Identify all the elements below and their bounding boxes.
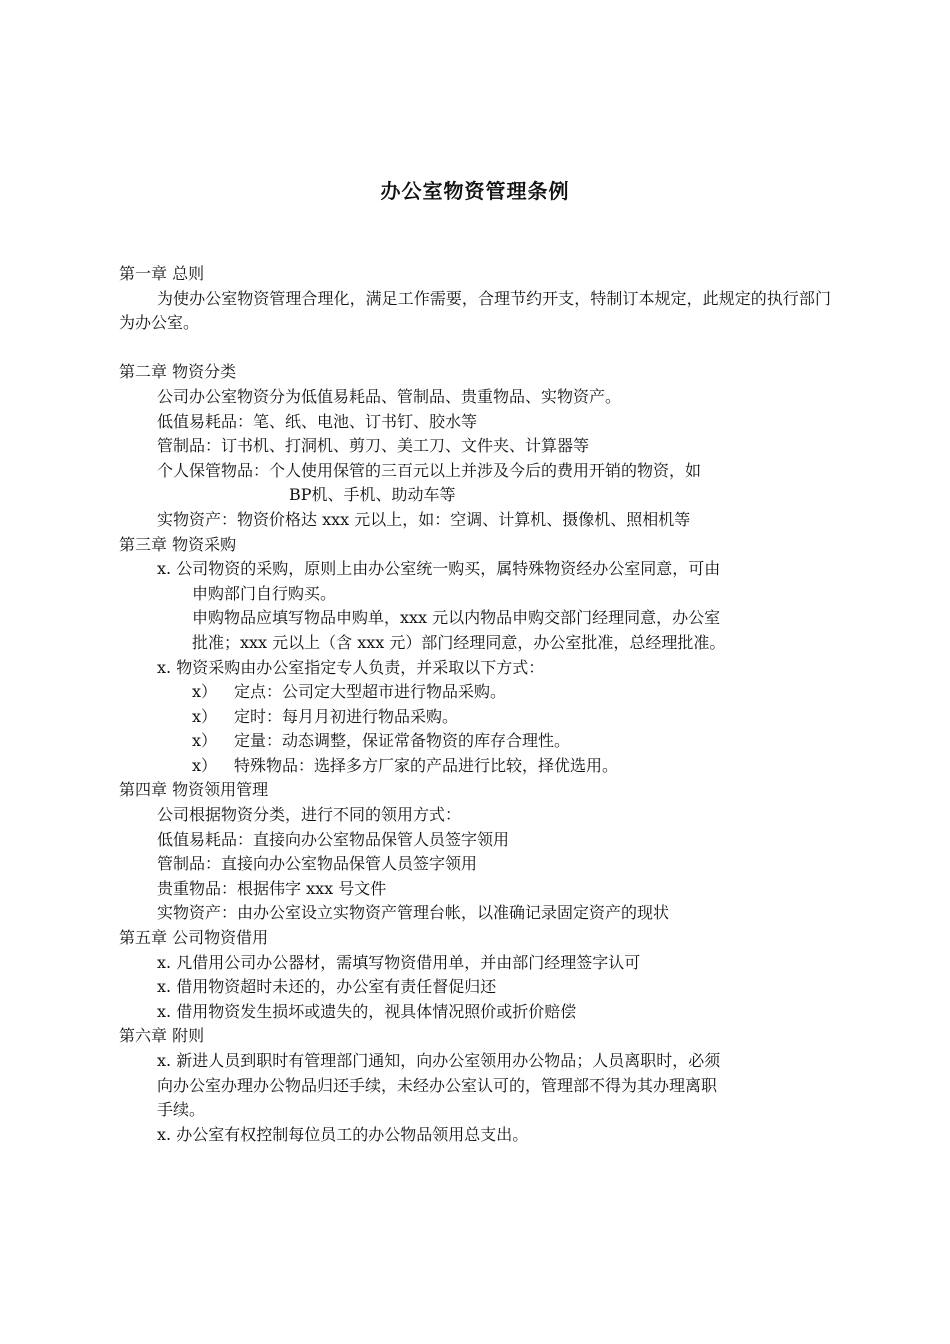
chapter-6-item-1-end: 手续。 — [157, 1100, 206, 1120]
chapter-3-heading: 第三章 物资采购 — [119, 534, 237, 554]
method-text: 定量：动态调整，保证常备物资的库存合理性。 — [234, 731, 571, 751]
document-body — [119, 262, 831, 1147]
chapter-5-line: x. 借用物资超时未还的，办公室有责任督促归还 — [157, 977, 497, 997]
chapter-2-heading: 第二章 物资分类 — [119, 362, 237, 382]
chapter-1-heading: 第一章 总则 — [119, 264, 205, 283]
method-item — [119, 754, 831, 779]
chapter-2-line: 管制品：订书机、打洞机、剪刀、美工刀、文件夹、计算器等 — [157, 436, 590, 456]
chapter-4-line: 实物资产：由办公室设立实物资产管理台帐，以准确记录固定资产的现状 — [157, 903, 670, 923]
chapter-3-item-1-note: 申购物品应填写物品申购单，xxx 元以内物品申购交部门经理同意，办公室 — [192, 608, 721, 628]
spacer — [119, 336, 831, 361]
chapter-6-item-1: x. 新进人员到职时有管理部门通知，向办公室领用办公物品；人员离职时，必须 — [157, 1051, 721, 1070]
chapter-5-line: x. 凡借用公司办公器材，需填写物资借用单，并由部门经理签字认可 — [157, 952, 641, 972]
chapter-3-item-1: x. 公司物资的采购，原则上由办公室统一购买，属特殊物资经办公室同意，可由 — [157, 559, 721, 579]
method-marker: x） — [192, 731, 218, 751]
chapter-5-heading: 第五章 公司物资借用 — [119, 928, 269, 948]
chapter-2-line: BP机、手机、助动车等 — [289, 485, 456, 505]
chapter-6-item-1-cont: 向办公室办理办公物品归还手续，未经办公室认可的，管理部不得为其办理离职 — [157, 1075, 718, 1095]
method-marker: x） — [192, 755, 218, 775]
method-text: 特殊物品：选择多方厂家的产品进行比较，择优选用。 — [234, 755, 619, 775]
method-item — [119, 729, 831, 754]
chapter-6-item-2: x. 办公室有权控制每位员工的办公物品领用总支出。 — [157, 1124, 529, 1144]
chapter-4-line: 管制品：直接向办公室物品保管人员签字领用 — [157, 854, 478, 874]
chapter-2-line: 低值易耗品：笔、纸、电池、订书钉、胶水等 — [157, 411, 478, 431]
chapter-6-heading: 第六章 附则 — [119, 1026, 205, 1046]
method-text: 定时：每月月初进行物品采购。 — [234, 706, 459, 726]
chapter-1-intro: 为使办公室物资管理合理化，满足工作需要，合理节约开支，特制订本规定，此规定的执行部门为办公室。 — [119, 288, 831, 333]
chapter-5-line: x. 借用物资发生损坏或遗失的，视具体情况照价或折价赔偿 — [157, 1001, 577, 1021]
chapter-2-line: 实物资产：物资价格达 xxx 元以上，如：空调、计算机、摄像机、照相机等 — [157, 509, 691, 529]
chapter-4-line: 公司根据物资分类，进行不同的领用方式： — [157, 805, 462, 825]
document-title: 办公室物资管理条例 — [380, 179, 570, 203]
chapter-3-item-1-cont: 申购部门自行购买。 — [192, 583, 337, 603]
chapter-3-item-1-note-cont: 批准；xxx 元以上（含 xxx 元）部门经理同意，办公室批准，总经理批准。 — [192, 632, 726, 652]
chapter-3-item-2: x. 物资采购由办公室指定专人负责，并采取以下方式： — [157, 657, 545, 677]
chapter-2-line: 公司办公室物资分为低值易耗品、管制品、贵重物品、实物资产。 — [157, 386, 622, 406]
chapter-4-heading: 第四章 物资领用管理 — [119, 780, 269, 800]
method-item — [119, 705, 831, 730]
chapter-2-line: 个人保管物品：个人使用保管的三百元以上并涉及今后的费用开销的物资，如 — [157, 460, 702, 480]
method-marker: x） — [192, 706, 218, 726]
chapter-4-line: 低值易耗品：直接向办公室物品保管人员签字领用 — [157, 829, 510, 849]
method-text: 定点：公司定大型超市进行物品采购。 — [234, 682, 507, 702]
method-marker: x） — [192, 682, 218, 702]
method-item — [119, 680, 831, 705]
chapter-4-line: 贵重物品：根据伟字 xxx 号文件 — [157, 878, 387, 898]
